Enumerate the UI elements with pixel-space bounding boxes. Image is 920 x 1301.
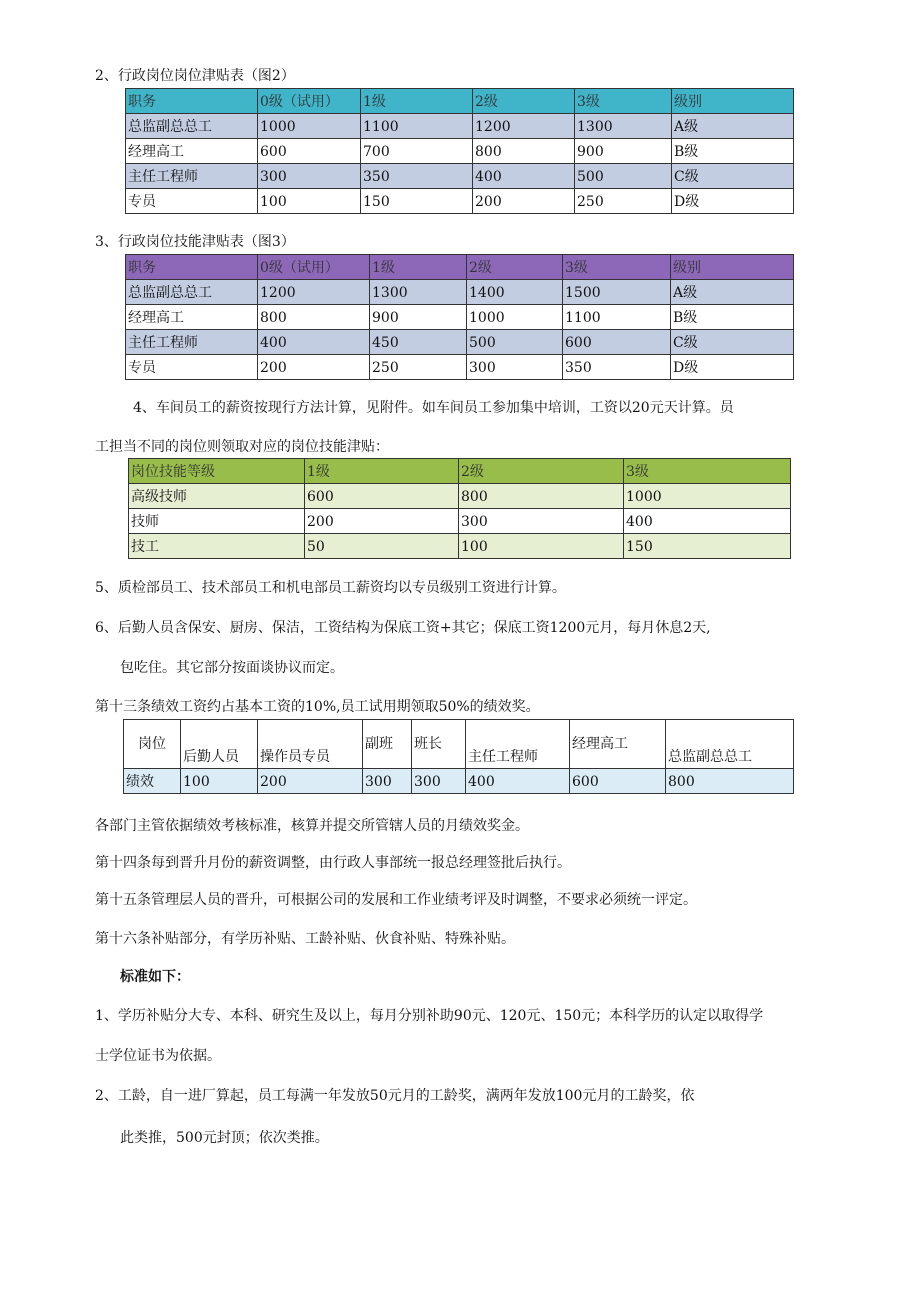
article-15: 第十五条管理层人员的晋升，可根据公司的发展和工作业绩考评及时调整，不要求必须统一评定。 — [95, 892, 697, 908]
table-cell: 800 — [666, 769, 794, 794]
table-cell: 150 — [361, 189, 473, 214]
table-cell: 专员 — [126, 355, 258, 380]
table-cell: 1200 — [473, 114, 575, 139]
table-cell: A级 — [671, 280, 794, 305]
header-cell: 经理高工 — [570, 720, 666, 769]
table-cell: 总监副总总工 — [126, 114, 258, 139]
table2-heading: 2、行政岗位岗位津贴表（图2） — [95, 68, 295, 84]
table-row — [126, 189, 794, 214]
header-cell: 岗位技能等级 — [129, 459, 305, 484]
header-cell: 副班 — [363, 720, 412, 769]
performance-pay-table — [123, 719, 794, 794]
header-cell: 总监副总总工 — [666, 720, 794, 769]
paragraph-4-line-1: 4、车间员工的薪资按现行方法计算，见附件。如车间员工参加集中培训，工资以20元天计算。员 — [133, 400, 734, 416]
table-cell: 700 — [361, 139, 473, 164]
table-cell: D级 — [672, 189, 794, 214]
table-cell: 600 — [258, 139, 361, 164]
table-cell: 300 — [412, 769, 466, 794]
header-cell: 1级 — [361, 89, 473, 114]
table-cell: 900 — [575, 139, 672, 164]
table-cell: 800 — [459, 484, 624, 509]
table-cell: 300 — [258, 164, 361, 189]
table-cell: 1400 — [467, 280, 563, 305]
table-row — [126, 114, 794, 139]
table-row — [126, 280, 794, 305]
paragraph-4-line-2: 工担当不同的岗位则领取对应的岗位技能津贴： — [95, 439, 389, 455]
table-cell: 300 — [467, 355, 563, 380]
header-cell: 2级 — [473, 89, 575, 114]
table-row — [129, 534, 791, 559]
table-cell: 250 — [575, 189, 672, 214]
header-cell: 2级 — [467, 255, 563, 280]
skill-allowance-table — [125, 254, 794, 380]
table-cell: 900 — [370, 305, 467, 330]
article-16: 第十六条补贴部分，有学历补贴、工龄补贴、伙食补贴、特殊补贴。 — [95, 931, 515, 947]
table-cell: 100 — [459, 534, 624, 559]
table-row — [126, 355, 794, 380]
table-cell: 100 — [258, 189, 361, 214]
position-allowance-table — [125, 88, 794, 214]
standard-title: 标准如下： — [120, 969, 190, 985]
table-cell: 250 — [370, 355, 467, 380]
table-row — [124, 769, 794, 794]
table-cell: 600 — [563, 330, 671, 355]
table-cell: 50 — [305, 534, 459, 559]
paragraph-6-line-2: 包吃住。其它部分按面谈协议而定。 — [120, 660, 344, 676]
table-cell: 800 — [473, 139, 575, 164]
table-cell: D级 — [671, 355, 794, 380]
table-cell: 600 — [570, 769, 666, 794]
header-cell: 职务 — [126, 89, 258, 114]
table-cell: 800 — [258, 305, 370, 330]
header-cell: 1级 — [305, 459, 459, 484]
table-cell: 1100 — [563, 305, 671, 330]
table-header-row — [129, 459, 791, 484]
header-cell: 3级 — [563, 255, 671, 280]
header-cell: 职务 — [126, 255, 258, 280]
table-cell: 绩效 — [124, 769, 181, 794]
table-cell: 400 — [258, 330, 370, 355]
table-cell: 350 — [361, 164, 473, 189]
table-cell: B级 — [672, 139, 794, 164]
table-cell: 350 — [563, 355, 671, 380]
table-row — [126, 330, 794, 355]
workshop-skill-table — [128, 458, 791, 559]
header-cell: 0级（试用） — [258, 89, 361, 114]
table-cell: 1500 — [563, 280, 671, 305]
header-cell: 1级 — [370, 255, 467, 280]
header-cell: 班长 — [412, 720, 466, 769]
table-cell: 高级技师 — [129, 484, 305, 509]
table-cell: 150 — [624, 534, 791, 559]
table-cell: 600 — [305, 484, 459, 509]
header-cell: 0级（试用） — [258, 255, 370, 280]
table-header-row — [124, 720, 794, 769]
table-row — [126, 305, 794, 330]
table-cell: 450 — [370, 330, 467, 355]
header-cell: 3级 — [624, 459, 791, 484]
table-header-row — [126, 89, 794, 114]
header-cell: 操作员专员 — [258, 720, 363, 769]
table-cell: 技工 — [129, 534, 305, 559]
table-cell: C级 — [672, 164, 794, 189]
subsidy-1-line-1: 1、学历补贴分大专、本科、研究生及以上，每月分别补助90元、120元、150元；本科学历的认定以取得学 — [95, 1008, 764, 1024]
table-cell: 500 — [467, 330, 563, 355]
table-cell: 主任工程师 — [126, 164, 258, 189]
subsidy-2-line-2: 此类推，500元封顶；依次类推。 — [120, 1130, 329, 1146]
table-cell: A级 — [672, 114, 794, 139]
table-cell: 1000 — [467, 305, 563, 330]
table-cell: 400 — [624, 509, 791, 534]
article-14: 第十四条每到晋升月份的薪资调整，由行政人事部统一报总经理签批后执行。 — [95, 855, 571, 871]
header-cell: 岗位 — [124, 720, 181, 769]
table-row — [126, 139, 794, 164]
header-cell: 3级 — [575, 89, 672, 114]
table-cell: 100 — [181, 769, 258, 794]
table-cell: 1300 — [575, 114, 672, 139]
article-13: 第十三条绩效工资约占基本工资的10%,员工试用期领取50%的绩效奖。 — [95, 699, 540, 715]
table-cell: 200 — [473, 189, 575, 214]
header-cell: 主任工程师 — [466, 720, 570, 769]
header-cell: 后勤人员 — [181, 720, 258, 769]
table-cell: 主任工程师 — [126, 330, 258, 355]
subsidy-2-line-1: 2、工龄，自一进厂算起，员工每满一年发放50元月的工龄奖，满两年发放100元月的工龄奖，依 — [95, 1088, 695, 1104]
table-cell: B级 — [671, 305, 794, 330]
table-cell: 200 — [258, 355, 370, 380]
table-cell: 1200 — [258, 280, 370, 305]
table-cell: 300 — [459, 509, 624, 534]
header-cell: 级别 — [672, 89, 794, 114]
table-cell: 专员 — [126, 189, 258, 214]
table-row — [126, 164, 794, 189]
table-cell: 1100 — [361, 114, 473, 139]
paragraph-5: 5、质检部员工、技术部员工和机电部员工薪资均以专员级别工资进行计算。 — [95, 580, 566, 596]
table-cell: 500 — [575, 164, 672, 189]
table-cell: 经理高工 — [126, 305, 258, 330]
department-note: 各部门主管依据绩效考核标准，核算并提交所管辖人员的月绩效奖金。 — [95, 818, 529, 834]
table-cell: 200 — [258, 769, 363, 794]
table-cell: 经理高工 — [126, 139, 258, 164]
table-cell: 1000 — [258, 114, 361, 139]
table-cell: 200 — [305, 509, 459, 534]
table-row — [129, 509, 791, 534]
subsidy-1-line-2: 士学位证书为依据。 — [95, 1048, 221, 1064]
table-header-row — [126, 255, 794, 280]
table-cell: 总监副总总工 — [126, 280, 258, 305]
table-cell: C级 — [671, 330, 794, 355]
header-cell: 级别 — [671, 255, 794, 280]
table3-heading: 3、行政岗位技能津贴表（图3） — [95, 234, 295, 250]
table-cell: 400 — [466, 769, 570, 794]
table-cell: 1000 — [624, 484, 791, 509]
header-cell: 2级 — [459, 459, 624, 484]
table-cell: 技师 — [129, 509, 305, 534]
paragraph-6-line-1: 6、后勤人员含保安、厨房、保洁，工资结构为保底工资+其它；保底工资1200元月，每月休息2天, — [95, 620, 711, 636]
table-row — [129, 484, 791, 509]
table-cell: 300 — [363, 769, 412, 794]
table-cell: 400 — [473, 164, 575, 189]
table-cell: 1300 — [370, 280, 467, 305]
